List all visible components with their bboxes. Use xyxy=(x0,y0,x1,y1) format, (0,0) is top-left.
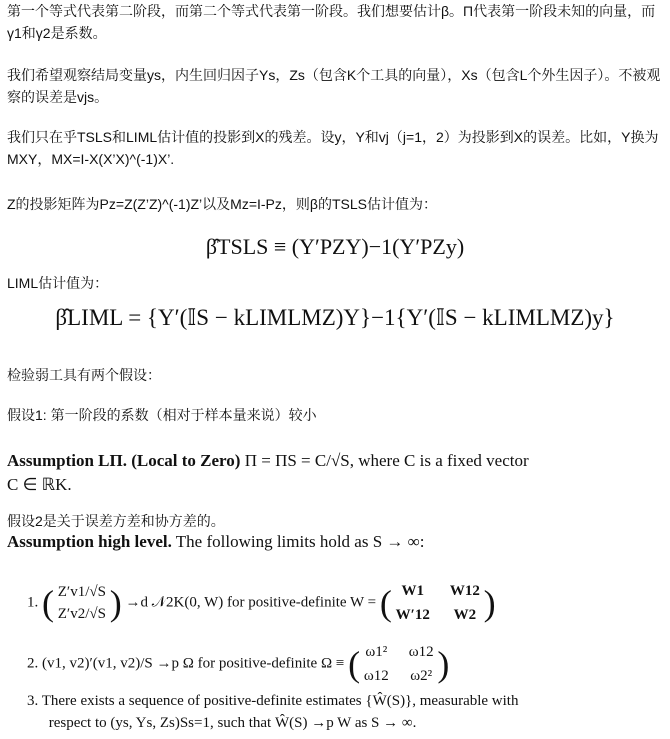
paragraph-projection-text: Z的投影矩阵为Pz=Z(Z’Z)^(-1)Z’以及Mz=I-Pz，则β的TSLS估计值为： xyxy=(7,196,437,212)
assumption-one-cn xyxy=(7,404,666,426)
omega-twelve-bottom: ω12 xyxy=(363,668,389,684)
liml-equation-text: β̂LIML = {Y′(𝕀S − kLIMLMZ)Y}−1{Y′(𝕀S − kLIMLMZ)y} xyxy=(55,305,615,330)
liml-label xyxy=(7,272,666,294)
matrix-w12-prime: W′12 xyxy=(395,607,430,623)
assumption-l-pi-title: (Local to Zero) xyxy=(131,451,241,470)
condition-two xyxy=(27,641,449,687)
assumption-two-cn xyxy=(7,510,666,532)
assumption-high-level xyxy=(7,530,666,554)
condition-one-stacked-vector xyxy=(58,581,106,625)
condition-one xyxy=(27,580,496,626)
condition-two-number: 2. xyxy=(27,655,39,672)
assumption-high-level-body: The following limits hold as S → ∞: xyxy=(175,532,425,551)
assumption-one-cn-text: 假设1: 第一阶段的系数（相对于样本量来说）较小 xyxy=(7,407,317,423)
assumption-l-pi xyxy=(7,449,666,497)
omega-two-squared: ω2² xyxy=(410,668,433,684)
omega-twelve-top: ω12 xyxy=(408,644,434,660)
condition-three xyxy=(27,690,518,734)
liml-equation xyxy=(0,300,670,336)
paragraph-stages-text: 第一个等式代表第二阶段，而第二个等式代表第一阶段。我们想要估计β。Π代表第一阶段未知的向量，而γ1和γ2是系数。 xyxy=(7,3,656,41)
condition-three-line1: There exists a sequence of positive-definite estimates {Ŵ(S)}, measurable with xyxy=(41,693,519,709)
paragraph-residuals-text: 我们只在乎TSLS和LIML估计值的投影到X的残差。设y，Y和vj（j=1，2）为投影到X的误差。比如，Y换为MXY，MX=I-X(X’X)^(-1)X’. xyxy=(7,129,659,167)
tsls-equation xyxy=(0,230,670,264)
condition-three-line2: respect to (ys, Ys, Zs)Ss=1, such that Ŵ(S) →p W as S → ∞. xyxy=(48,715,417,731)
weak-iv-intro xyxy=(7,364,666,386)
assumption-high-level-heading: Assumption high level. xyxy=(7,532,172,551)
condition-one-middle: 𝒩2K(0, W) for positive-definite W = xyxy=(151,594,377,611)
assumption-l-pi-body-second-line: C ∈ ℝK. xyxy=(7,475,72,494)
condition-two-expression: (v1, v2)′(v1, v2)/S →p Ω for positive-definite Ω ≡ xyxy=(42,655,345,672)
paragraph-projection xyxy=(7,193,666,215)
paragraph-variables xyxy=(7,64,666,108)
assumption-l-pi-body: Π = ΠS = C/√S, where C is a fixed vector xyxy=(244,451,529,470)
condition-one-matrix xyxy=(396,580,480,626)
condition-one-left-paren: ( xyxy=(42,583,54,623)
weak-iv-intro-text: 检验弱工具有两个假设： xyxy=(7,367,161,383)
matrix-w12: W12 xyxy=(449,583,480,599)
liml-label-text: LIML估计值为： xyxy=(7,275,109,291)
assumption-two-cn-text: 假设2是关于误差方差和协方差的。 xyxy=(7,513,225,529)
tsls-equation-text: β̂TSLS ≡ (Y′PZY)−1(Y′PZy) xyxy=(205,234,465,259)
condition-one-number: 1. xyxy=(27,594,39,611)
condition-one-arrow: →d xyxy=(125,594,148,611)
condition-two-matrix-right-paren: ) xyxy=(437,644,450,684)
paragraph-residuals xyxy=(7,126,666,170)
paragraph-stages xyxy=(7,0,666,44)
paragraph-variables-text: 我们希望观察结局变量ys，内生回归因子Ys，Zs（包含K个工具的向量），Xs（包含L个外生因子）。不被观察的误差是vjs。 xyxy=(7,67,661,105)
matrix-w2: W2 xyxy=(453,607,477,623)
condition-one-matrix-left-paren: ( xyxy=(379,583,392,623)
condition-three-number: 3. xyxy=(27,693,39,709)
condition-two-matrix-left-paren: ( xyxy=(348,644,361,684)
omega-one-squared: ω1² xyxy=(365,644,388,660)
condition-one-bottom-entry: Z′v2/√S xyxy=(57,606,106,622)
condition-one-right-paren: ) xyxy=(109,583,122,623)
matrix-w1: W1 xyxy=(401,583,424,599)
condition-one-matrix-right-paren: ) xyxy=(483,583,496,623)
assumption-l-pi-heading: Assumption LΠ. xyxy=(7,451,127,470)
condition-one-top-entry: Z′v1/√S xyxy=(57,584,106,600)
condition-two-matrix xyxy=(364,641,434,687)
